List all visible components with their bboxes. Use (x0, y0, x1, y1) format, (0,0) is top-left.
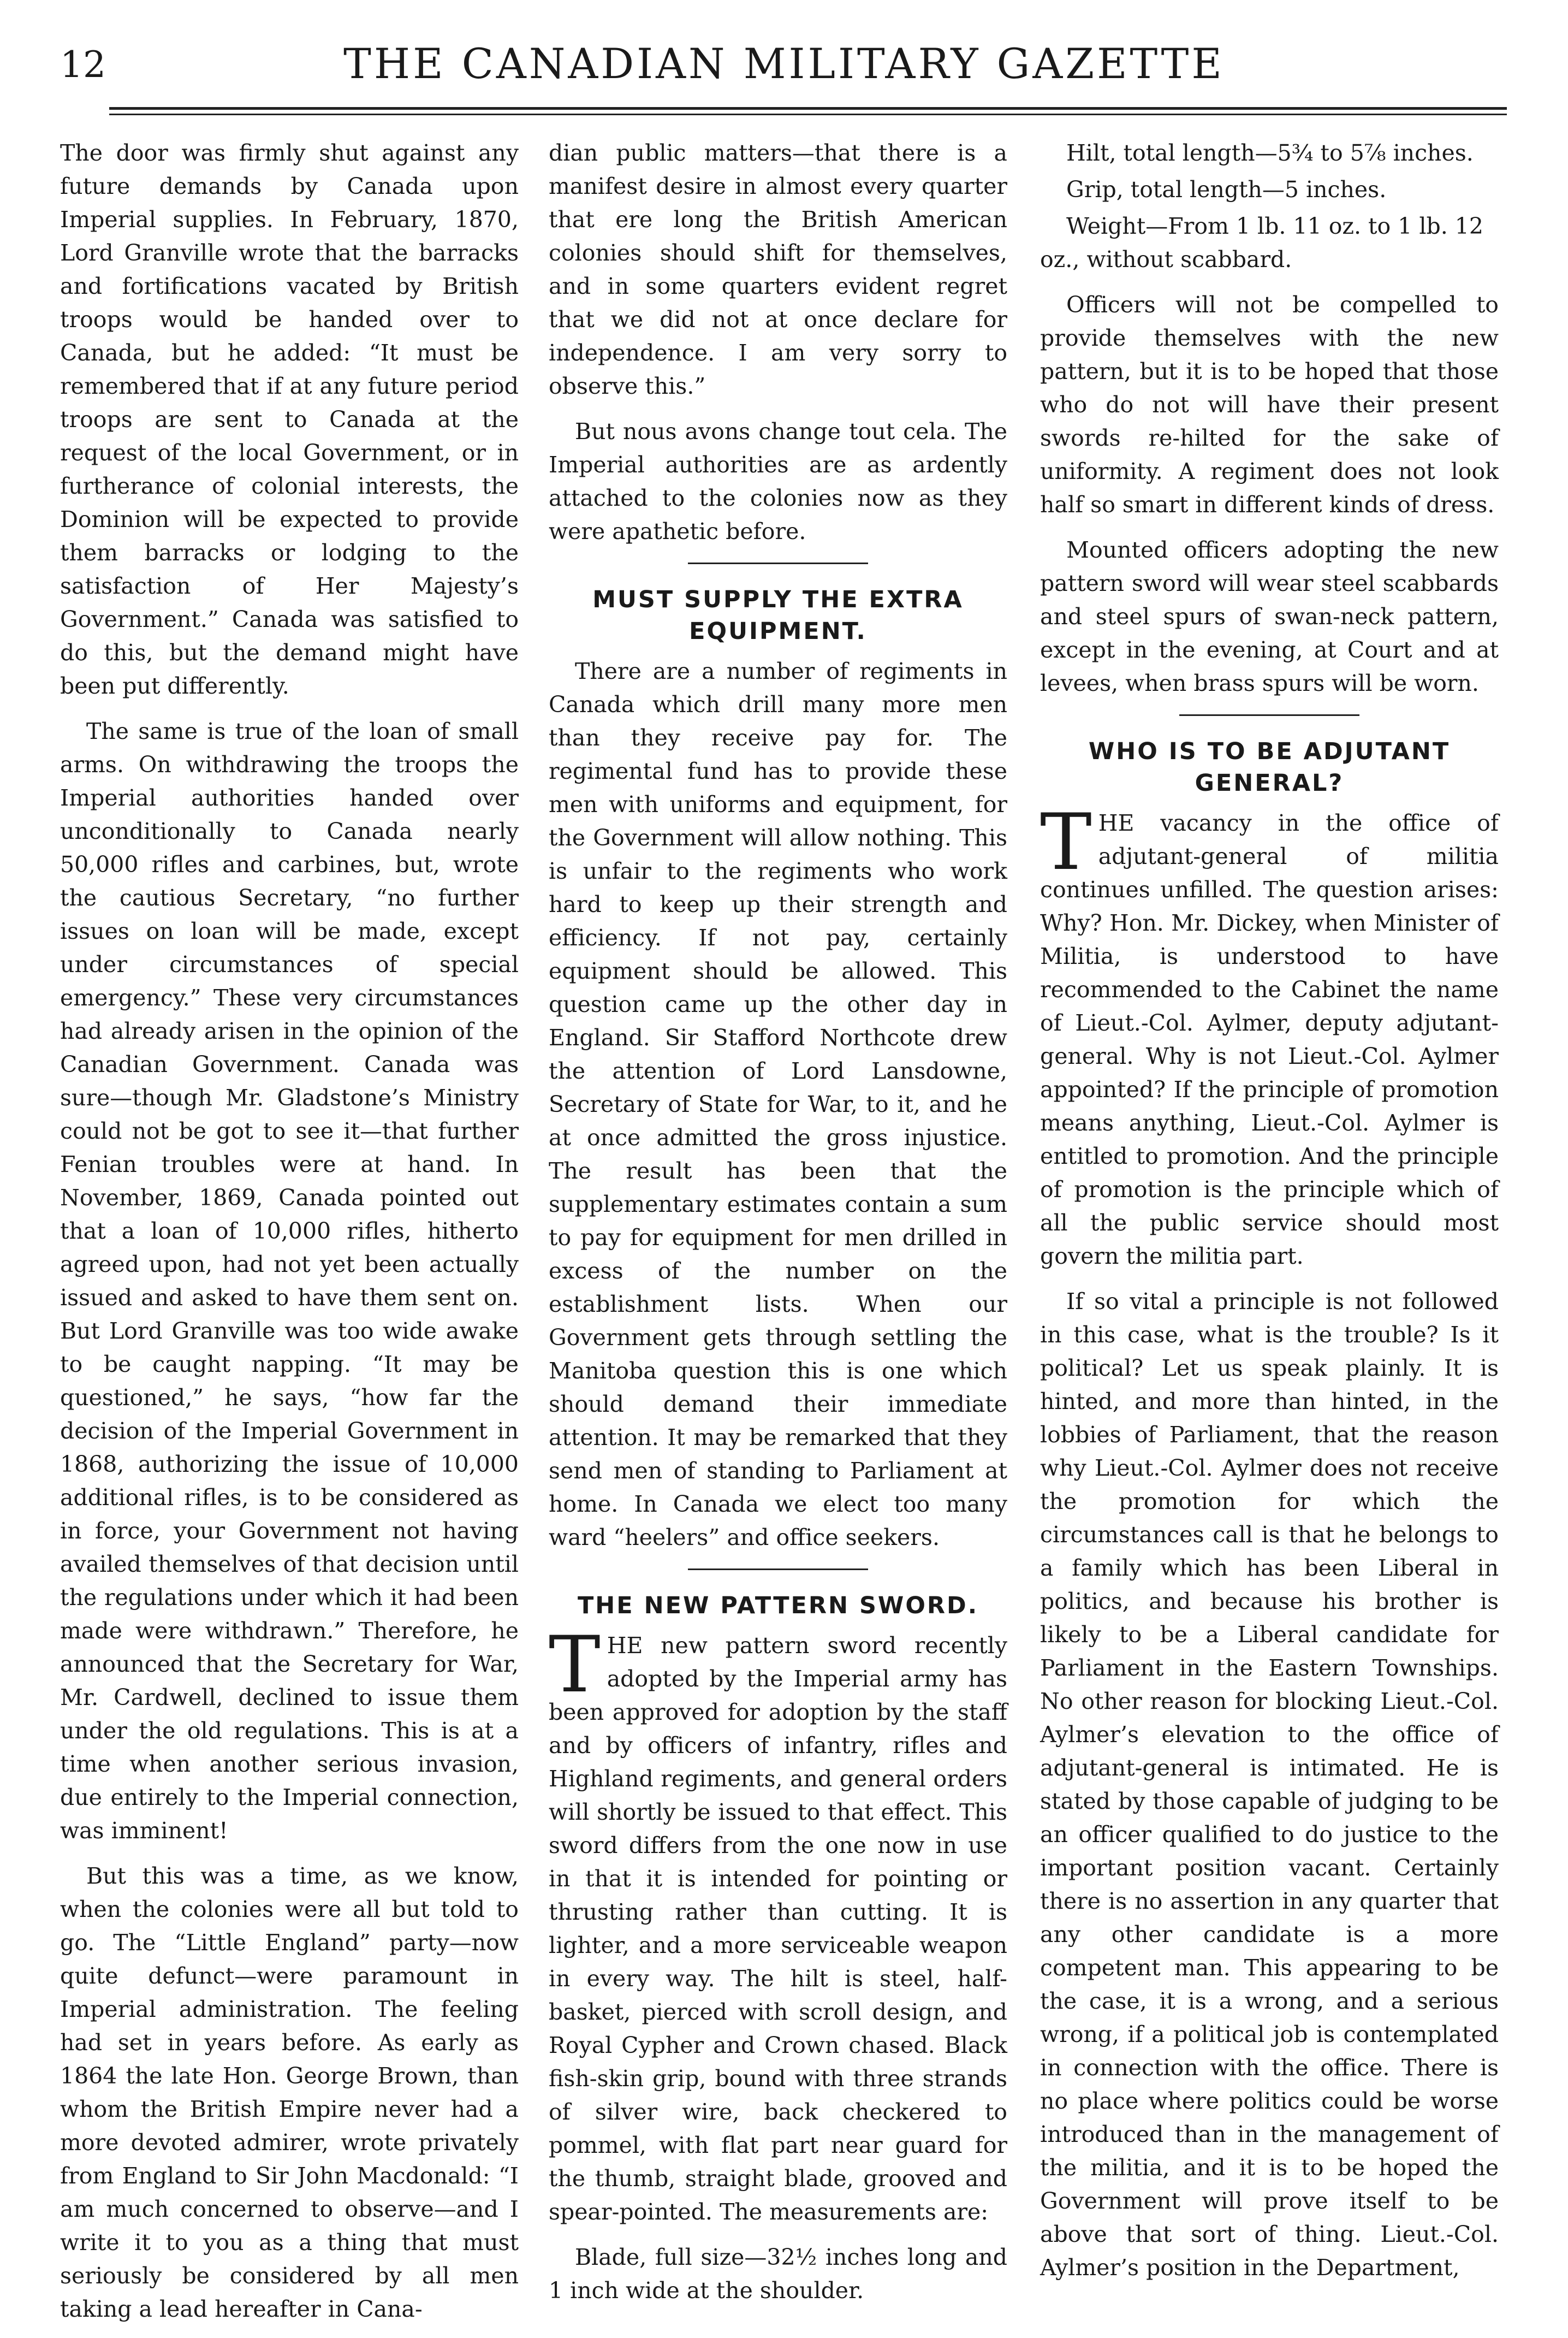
column-1 (60, 137, 519, 2338)
section-separator (688, 563, 868, 564)
paragraph-with-drop-cap (549, 1620, 1007, 2229)
paragraph: Mounted officers adopting the new pattern sword will wear steel scabbards and steel spurs of swan-neck pattern, except in the evening, at Court and at levees, when brass spurs will be worn. (1040, 537, 1499, 696)
section-separator (1179, 714, 1359, 716)
spec-line: Hilt, total length—5¾ to 5⅞ inches. (1066, 140, 1474, 166)
paragraph-with-drop-cap (1040, 797, 1499, 1273)
paragraph: The same is true of the loan of small arms. On withdrawing the troops the Imperial authorities handed over unconditionally to Canada nearly 50,000 rifles and carbines, but, wrote the cautious Secretary, “no further issues on loan will be made, except under circumstances of special emergency.” These very circumstances had already arisen in the opinion of the Canadian Government. Canada was sure—though Mr. Gladstone’s Ministry could not be got to see it—that further Fenian troubles were at hand. In November, 1869, Canada pointed out that a loan of 10,000 rifles, hitherto agreed upon, had not yet been actually issued and asked to have them sent on. But Lord Granville was too wide awake to be caught napping. “It may be questioned,” he says, “how far the decision of the Imperial Government in 1868, authorizing the issue of 10,000 additional rifles, is to be considered as in force, your Government not having availed themselves of that decision until the regulations under which it had been made were withdrawn.” Therefore, he announced that the Secretary for War, Mr. Cardwell, declined to issue them under the old regulations. This is at a time when another serious invasion, due entirely to the Imperial connection, was imminent! (60, 718, 519, 1844)
heading-new-pattern-sword: THE NEW PATTERN SWORD. (577, 1592, 979, 1619)
spec-line: Grip, total length—5 inches. (1066, 176, 1387, 203)
paragraph: But nous avons change tout cela. The Imperial authorities are as ardently attached to the colonies now as they were apathetic before. (549, 418, 1007, 544)
heading-adjutant-general: WHO IS TO BE ADJUTANT GENERAL? (1088, 738, 1451, 797)
header-rule-bottom (109, 114, 1507, 115)
paragraph-body: HE new pattern sword recently adopted by the Imperial army has been approved for adoption by the staff and by officers of infantry, rifles and Highland regiments, and general orders will shortly be issued to that effect. This sword differs from the one now in use in that it is intended for pointing or thrusting rather than cutting. It is lighter, and a more serviceable weapon in every way. The hilt is steel, half-basket, pierced with scroll design, and Royal Cypher and Crown chased. Black fish-skin grip, bound with three strands of silver wire, back checkered to pommel, with flat part near guard for the thumb, straight blade, grooved and spear-pointed. The measurements are: (549, 1632, 1007, 2225)
paragraph: Blade, full size—32½ inches long and 1 inch wide at the shoulder. (549, 2244, 1007, 2304)
journal-title: THE CANADIAN MILITARY GAZETTE (343, 39, 1225, 88)
drop-cap: T (549, 1620, 601, 1710)
column-2 (549, 137, 1007, 2319)
drop-cap: T (1040, 797, 1092, 887)
paragraph: dian public matters—that there is a manifest desire in almost every quarter that ere long the British American colonies should shift for themselves, and in some quarters evident regret that we did not at once declare for independence. I am very sorry to observe this.” (549, 140, 1007, 399)
paragraph: The door was firmly shut against any future demands by Canada upon Imperial supplies. In February, 1870, Lord Granville wrote that the barracks and fortifications vacated by British troops would be handed over to Canada, but he added: “It must be remembered that if at any future period troops are sent to Canada at the request of the local Government, or in furtherance of colonial interests, the Dominion will be expected to provide them barracks or lodging to the satisfaction of Her Majesty’s Government.” Canada was satisfied to do this, but the demand might have been put differently. (60, 140, 519, 699)
column-3 (1040, 137, 1499, 2296)
heading-extra-equipment: MUST SUPPLY THE EXTRA EQUIPMENT. (592, 586, 964, 645)
paragraph: But this was a time, as we know, when the colonies were all but told to go. The “Little England” party—now quite defunct—were paramount in Imperial administration. The feeling had set in years before. As early as 1864 the late Hon. George Brown, than whom the British Empire never had a more devoted admirer, wrote privately from England to Sir John Macdonald: “I am much concerned to observe—and I write it to you as a thing that must seriously be considered by all men taking a lead hereafter in Cana- (60, 1863, 519, 2322)
paragraph-body: HE vacancy in the office of adjutant-general of militia continues unfilled. The question arises: Why? Hon. Mr. Dickey, when Minister of Militia, is understood to have recommended to the Cabinet the name of Lieut.-Col. Aylmer, deputy adjutant-general. Why is not Lieut.-Col. Aylmer appointed? If the principle of promotion means anything, Lieut.-Col. Aylmer is entitled to promotion. And the principle of promotion is the principle which of all the public service should most govern the militia part. (1040, 810, 1499, 1269)
paragraph: There are a number of regiments in Canada which drill many more men than they receive pay for. The regimental fund has to provide these men with uniforms and equipment, for the Government will allow nothing. This is unfair to the regiments who work hard to keep up their strength and efficiency. If not pay, certainly equipment should be allowed. This question came up the other day in England. Sir Stafford Northcote drew the attention of Lord Lansdowne, Secretary of State for War, to it, and he at once admitted the gross injustice. The result has been that the supplementary estimates contain a sum to pay for equipment for men drilled in excess of the number on the establishment lists. When our Government gets through settling the Manitoba question this is one which should demand their immediate attention. It may be remarked that they send men of standing to Parliament at home. In Canada we elect too many ward “heelers” and office seekers. (549, 658, 1007, 1550)
section-separator (688, 1568, 868, 1570)
paragraph: Officers will not be compelled to provide themselves with the new pattern, but it is to be hoped that those who do not will have their present swords re-hilted for the sake of uniformity. A regiment does not look half so smart in different kinds of dress. (1040, 292, 1499, 518)
page-number: 12 (60, 44, 106, 86)
spec-line: Weight—From 1 lb. 11 oz. to 1 lb. 12 oz., without scabbard. (1040, 213, 1483, 273)
running-head (60, 39, 1508, 105)
header-rule-top (109, 107, 1507, 110)
paragraph: If so vital a principle is not followed in this case, what is the trouble? Is it political? Let us speak plainly. It is hinted, and more than hinted, in the lobbies of Parliament, that the reason why Lieut.-Col. Aylmer does not receive the promotion for which the circumstances call is that he belongs to a family which has been Liberal in politics, and because his brother is likely to be a Liberal candidate for Parliament in the Eastern Townships. No other reason for blocking Lieut.-Col. Aylmer’s elevation to the office of adjutant-general is intimated. He is stated by those capable of judging to be an officer qualified to do justice to the important position vacant. Certainly there is no assertion in any quarter that any other candidate is a more competent man. This appearing to be the case, it is a wrong, and a serious wrong, if a political job is contemplated in connection with the office. There is no place where politics could be worse introduced than in the management of the militia, and it is to be hoped the Government will prove itself to be above that sort of thing. Lieut.-Col. Aylmer’s position in the Department, (1040, 1288, 1499, 2281)
